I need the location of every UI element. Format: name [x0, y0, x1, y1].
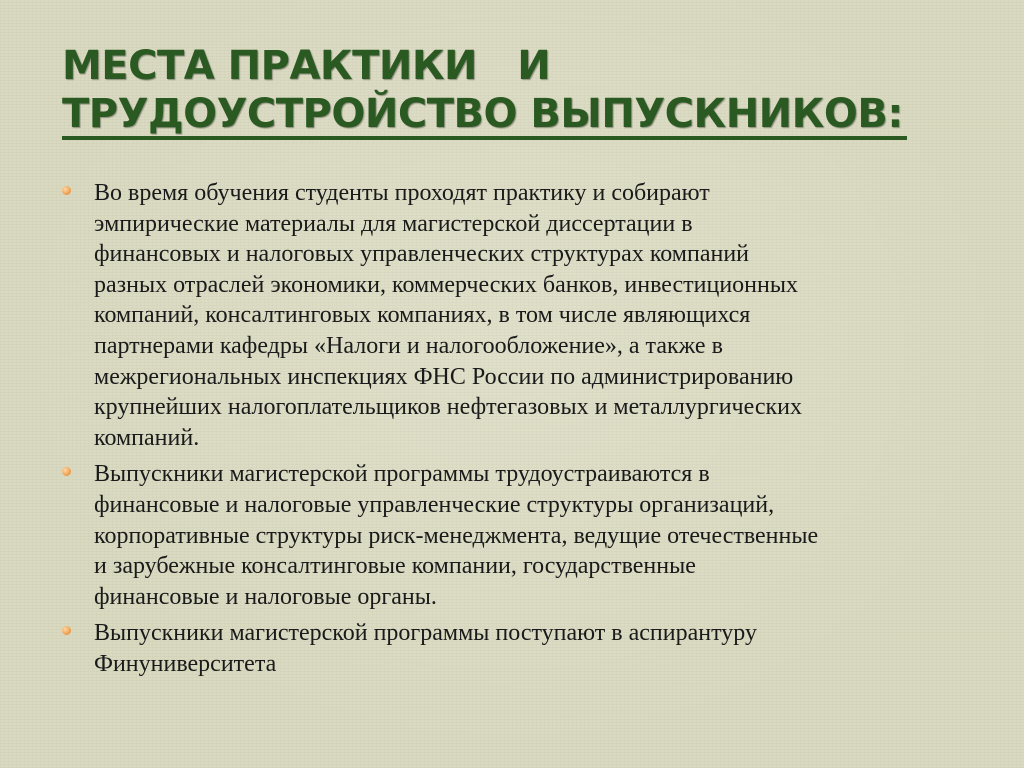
bullet-dot-icon	[62, 186, 71, 195]
slide-title-line-1: МЕСТА ПРАКТИКИ И	[62, 43, 551, 89]
bullet-item-postgraduate	[62, 618, 962, 679]
bullet-item-practice	[62, 178, 962, 453]
bullet-list	[62, 178, 962, 686]
bullet-dot-icon	[62, 626, 71, 635]
slide-title-line-2: ТРУДОУСТРОЙСТВО ВЫПУСКНИКОВ:	[62, 92, 907, 140]
bullet-dot-icon	[62, 467, 71, 476]
bullet-text: Выпускники магистерской программы трудоустраиваются в финансовые и налоговые управленческие структуры организаций, корпоративные структуры риск-менеджмента, ведущие отечественные и зарубежные консалтинговые компании, государственные финансовые и налоговые органы.	[94, 461, 819, 610]
bullet-text: Во время обучения студенты проходят практику и собирают эмпирические материалы для магистерской диссертации в финансовых и налоговых управленческих структурах компаний разных отраслей экономики, коммерческих банков, инвестиционных компаний, консалтинговых компаниях, в том числе являющихся партнерами кафедры «Налоги и налогообложение», а также в межрегиональных инспекциях ФНС России по администрированию крупнейших налогоплательщиков нефтегазовых и металлургических компаний.	[94, 180, 803, 451]
bullet-item-employment	[62, 459, 962, 612]
bullet-text: Выпускники магистерской программы поступают в аспирантуру Финуниверситета	[94, 620, 757, 677]
slide-title	[62, 42, 962, 140]
